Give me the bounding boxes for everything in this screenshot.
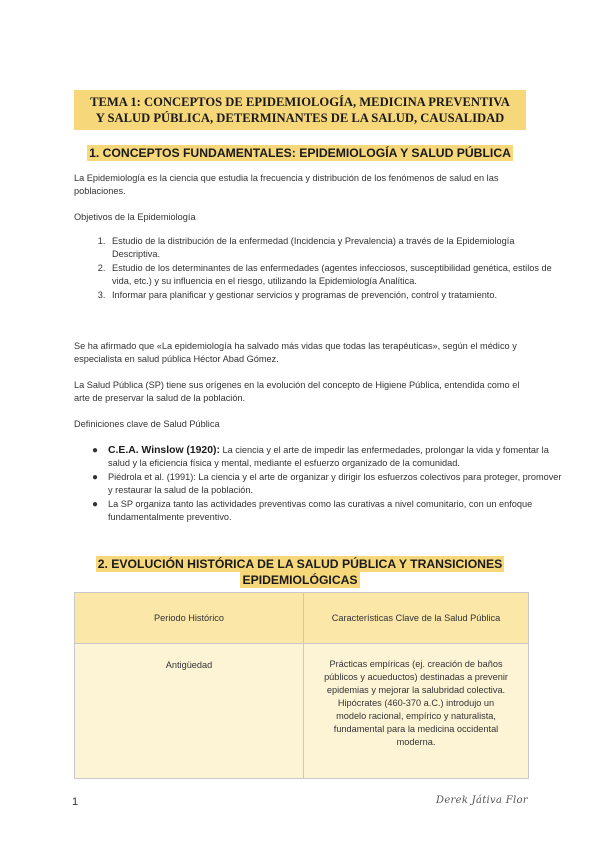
objective-item: 2. Estudio de los determinantes de las enfermedades (agentes infecciosos, susceptibilidad genética, estilos de vida, etc.) y su influencia en el riesgo, utilizando la Epidemiología Analítica. xyxy=(108,262,563,288)
definition-text: Piédrola et al. (1991): La ciencia y el arte de organizar y dirigir los esfuerzos colectivos para proteger, promover y restaurar la salud de la población. xyxy=(108,472,562,495)
definition-text: La SP organiza tanto las actividades preventivas como las curativas a nivel comunitario, con un enfoque fundamentalmente preventivo. xyxy=(108,499,533,522)
objective-item: 1. Estudio de la distribución de la enfermedad (Incidencia y Prevalencia) a través de la Epidemiología Descriptiva. xyxy=(108,235,563,261)
section-2-heading-line-2: EPIDEMIOLÓGICAS xyxy=(242,573,358,587)
table-cell-characteristics: Prácticas empíricas (ej. creación de baños públicos y acueductos) destinadas a prevenir epidemias y mejorar la salubridad colectiva. Hipócrates (460-370 a.C.) introdujo un modelo racional, empírico y naturalista, fundamental para la medicina occidental moderna. xyxy=(304,644,529,779)
definition-author: C.E.A. Winslow (1920): xyxy=(108,445,220,456)
column-header: Periodo Histórico xyxy=(75,593,304,644)
bullet-icon: ● xyxy=(92,445,99,456)
public-health-origin: La Salud Pública (SP) tiene sus orígenes en la evolución del concepto de Higiene Pública, entendida como el arte de preservar la salud de la población. xyxy=(74,380,520,403)
definitions-title: Definiciones clave de Salud Pública xyxy=(74,419,220,429)
title-line-1: TEMA 1: CONCEPTOS DE EPIDEMIOLOGÍA, MEDICINA PREVENTIVA xyxy=(90,95,510,109)
history-table xyxy=(74,592,529,779)
column-header: Características Clave de la Salud Pública xyxy=(304,593,529,644)
section-2-heading-line-1: 2. EVOLUCIÓN HISTÓRICA DE LA SALUD PÚBLICA Y TRANSICIONES xyxy=(97,557,503,571)
definitions-list xyxy=(74,444,563,525)
definition-item xyxy=(92,444,563,470)
section-2-heading xyxy=(0,556,600,572)
table-cell-period: Antigüedad xyxy=(75,644,304,779)
document-title xyxy=(74,90,526,130)
objectives-title: Objetivos de la Epidemiología xyxy=(74,212,196,222)
table-row xyxy=(75,644,529,779)
section-2-heading-cont xyxy=(0,572,600,588)
epidemiology-quote: Se ha afirmado que «La epidemiología ha salvado más vidas que todas las terapéuticas», según el médico y especialista en salud pública Héctor Abad Gómez. xyxy=(74,341,517,364)
objectives-list xyxy=(74,235,563,303)
definition-item xyxy=(92,471,563,497)
definition-text: La ciencia y el arte de impedir las enfermedades, prolongar la vida y fomentar la salud y la eficiencia física y mental, mediante el esfuerzo organizado de la comunidad. xyxy=(108,445,549,468)
table-header-row xyxy=(75,593,529,644)
objective-item: 3. Informar para planificar y gestionar servicios y programas de prevención, control y tratamiento. xyxy=(108,289,563,302)
epidemiology-definition: La Epidemiología es la ciencia que estudia la frecuencia y distribución de los fenómenos de salud en las poblaciones. xyxy=(74,173,499,196)
section-1-heading xyxy=(0,145,600,161)
bullet-icon: ● xyxy=(92,472,99,483)
page-number: 1 xyxy=(72,796,79,808)
bullet-icon: ● xyxy=(92,499,99,510)
definition-item xyxy=(92,498,563,524)
title-line-2: Y SALUD PÚBLICA, DETERMINANTES DE LA SALUD, CAUSALIDAD xyxy=(95,111,505,125)
section-1-heading-text: 1. CONCEPTOS FUNDAMENTALES: EPIDEMIOLOGÍA Y SALUD PÚBLICA xyxy=(89,146,511,160)
author-signature: Derek Játiva Flor xyxy=(436,795,528,806)
